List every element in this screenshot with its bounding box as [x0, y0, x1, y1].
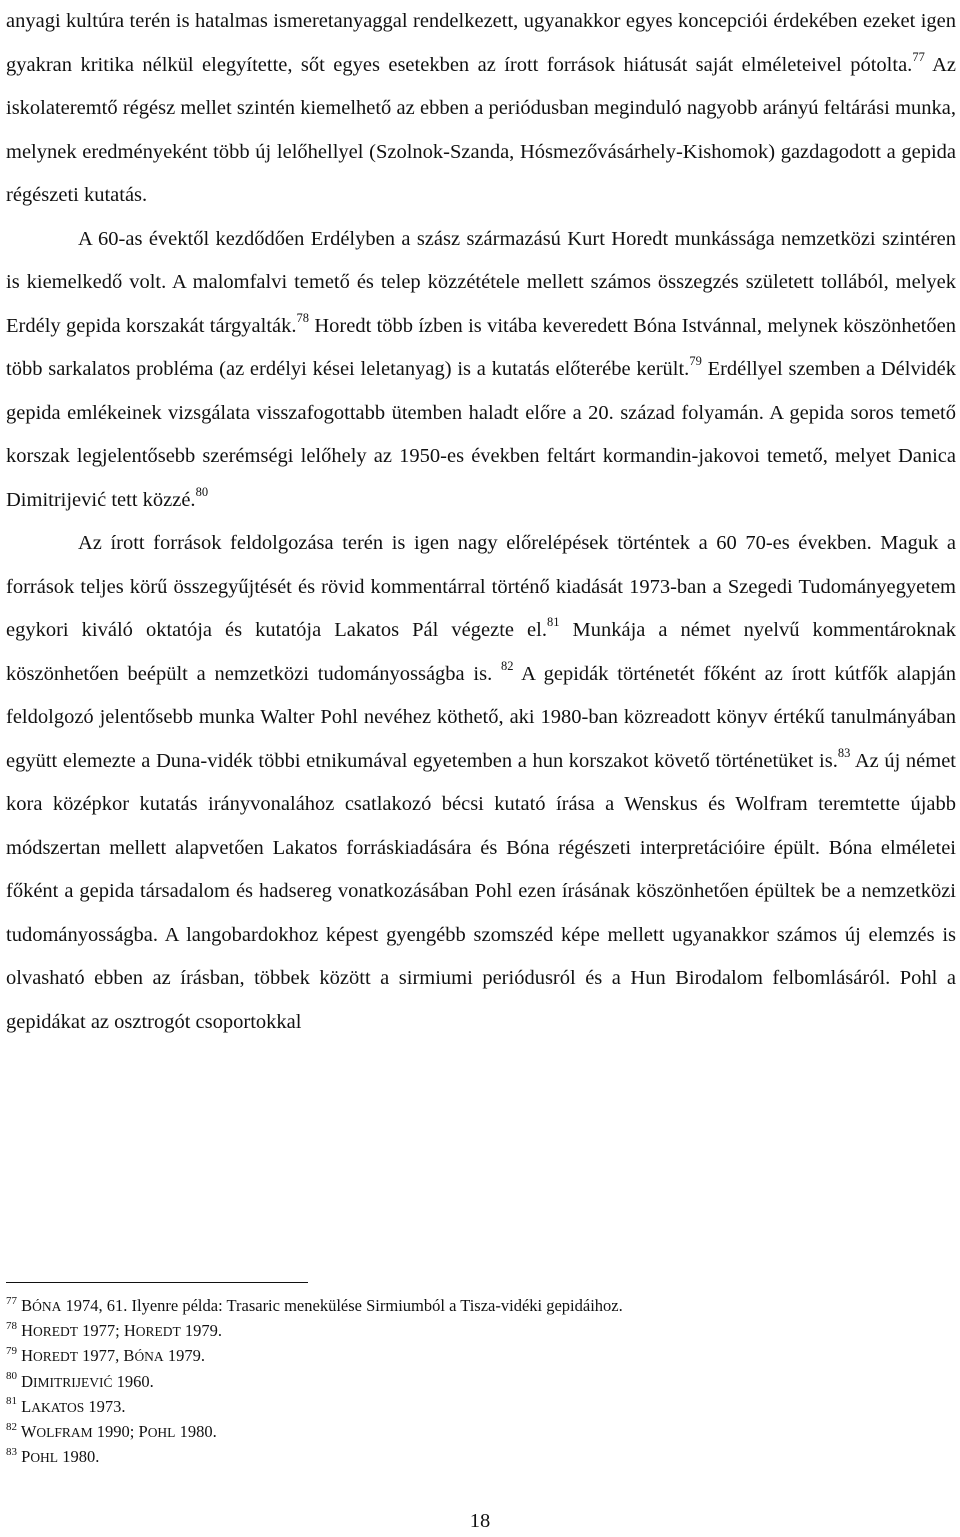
text-run: Az írott források feldolgozása terén is igen nagy előrelépések történtek a 60 70-es években. Maguk a források teljes körű összegyűjtését és rövid kommentárral történő kiadását 1973-ban a Szegedi Tudományegyetem egykori kiváló oktatója és kutatója Lakatos Pál végezte el.	[6, 532, 956, 641]
footnote-number: 82	[6, 1420, 17, 1433]
footnote	[6, 1344, 956, 1369]
footnote-text: 1974, 61. Ilyenre példa: Trasaric menekülése Sirmiumból a Tisza-vidéki gepidáihoz.	[61, 1296, 623, 1315]
author-smallcaps: IMITRIJEVIĆ	[33, 1374, 113, 1390]
page-number: 18	[469, 1510, 491, 1532]
footnote	[6, 1395, 956, 1420]
footnote-text: 1990; P	[92, 1422, 148, 1442]
footnote-number: 79	[6, 1344, 17, 1357]
author-smallcaps: OREDT	[33, 1324, 79, 1340]
footnote-text: 1973.	[84, 1396, 126, 1416]
footnote-number: 77	[6, 1294, 17, 1307]
paragraph	[6, 522, 956, 1044]
author-smallcaps: AKATOS	[31, 1399, 85, 1415]
footnote	[6, 1420, 956, 1445]
author-smallcaps: OHL	[147, 1425, 176, 1441]
footnote-ref: 81	[546, 615, 560, 630]
footnote-ref: 82	[501, 658, 514, 673]
footnote-number: 78	[6, 1319, 17, 1332]
footnote-ref: 83	[837, 745, 851, 760]
footnote-text: L	[21, 1396, 32, 1416]
text-run: Horedt több ízben is vitába keveredett Bóna Istvánnal, melynek köszönhetően több sarkalatos probléma (az erdélyi kései leletanyag) is a kutatás előterébe került.	[6, 314, 956, 380]
footnote-number: 80	[6, 1370, 17, 1383]
footnote-text: P	[21, 1447, 31, 1467]
footnote-text: H	[21, 1321, 34, 1341]
footnote-ref: 78	[296, 310, 310, 325]
footnote-text: 1977, B	[78, 1346, 135, 1366]
author-smallcaps: OREDT	[33, 1349, 79, 1365]
text-run: Munkája a német nyelvű kommentároknak köszönhetően beépült a nemzetközi tudományosságba is.	[6, 619, 956, 685]
footnotes	[6, 1294, 956, 1470]
author-smallcaps: OLFRAM	[36, 1425, 93, 1441]
author-smallcaps: ÓNA	[32, 1299, 62, 1314]
footnote-text: 1979.	[163, 1346, 205, 1366]
footnote-ref: 80	[195, 484, 209, 499]
author-smallcaps: OHL	[30, 1450, 59, 1466]
footnote-text: 1979.	[180, 1321, 223, 1341]
text-run: A gepidák történetét főként az írott kútfők alapján feldolgozó jelentősebb munka Walter Pohl nevéhez köthető, aki 1980-ban közreadott könyv értékű tanulmányában együtt elemezte a Duna-vidék többi etnikumával egyetemben a hun korszakot követő történetüket is.	[6, 662, 956, 772]
text-run: anyagi kultúra terén is hatalmas ismeretanyaggal rendelkezett, ugyanakkor egyes koncepciói érdekében ezeket igen gyakran kritika nélkül elegyítette, sőt egyes esetekben az írott források hiátusát saját elméleteivel pótolta.	[6, 10, 956, 76]
footnote-ref: 77	[912, 49, 925, 64]
footnote-text: 1977; H	[78, 1321, 136, 1341]
footnote-text: W	[20, 1422, 37, 1442]
footnote	[6, 1370, 956, 1395]
paragraph	[6, 0, 956, 218]
footnote-text: D	[21, 1371, 34, 1391]
footnote	[6, 1294, 956, 1319]
footnote-number: 81	[6, 1395, 17, 1408]
footnote-text: 1980.	[58, 1447, 100, 1467]
footnote-separator	[6, 1282, 308, 1283]
text-run: A 60-as évektől kezdődően Erdélyben a szász származású Kurt Horedt munkássága nemzetközi szintéren is kiemelkedő volt. A malomfalvi temető és telep közzététele mellett számos összegzés született tollából, melyek Erdély gepida korszakát tárgyalták.	[6, 227, 956, 337]
footnote-number: 83	[6, 1445, 17, 1458]
footnote-text: 1960.	[112, 1371, 154, 1391]
body-text	[6, 0, 956, 1044]
paragraph	[6, 218, 956, 523]
text-run: Erdéllyel szemben a Délvidék gepida emlékeinek vizsgálata visszafogottabb ütemben haladt előre a 20. század folyamán. A gepida soros temető korszak legjelentősebb szerémségi lelőhely az 1950-es években feltárt kormandin-jakovoi temető, melyet Danica Dimitrijević tett közzé.	[6, 358, 956, 511]
text-run: Az iskolateremtő régész mellet szintén kiemelhető az ebben a periódusban meginduló nagyobb arányú feltárási munka, melynek eredményeként több új lelőhellyel (Szolnok-Szanda, Hósmezővásárhely-Kishomok) gazdagodott a gepida régészeti kutatás.	[6, 53, 956, 206]
author-smallcaps: ÓNA	[134, 1349, 164, 1365]
footnote	[6, 1445, 956, 1470]
footnote-text: 1980.	[175, 1422, 217, 1442]
text-run: Az új német kora középkor kutatás irányvonalához csatlakozó bécsi kutató írása a Wenskus és Wolfram teremtette újabb módszertan mellett alapvetően Lakatos forráskiadására és Bóna régészeti interpretációire épült. Bóna elméletei főként a gepida társadalom és hadsereg vonatkozásában Pohl ezen írásának köszönhetően épültek be a nemzetközi tudományosságba. A langobardokhoz képest gyengébb szomszéd képe mellett ugyanakkor számos új elemzés is olvasható ebben az írásban, többek között a sirmiumi periódusról és a Hun Birodalom felbomlásáról. Pohl a gepidákat az osztrogót csoportokkal	[6, 749, 957, 1033]
footnote	[6, 1319, 956, 1344]
footnote-text: B	[21, 1296, 33, 1315]
footnote-text: H	[21, 1346, 34, 1366]
footnote-ref: 79	[689, 354, 702, 369]
author-smallcaps: OREDT	[135, 1324, 181, 1340]
